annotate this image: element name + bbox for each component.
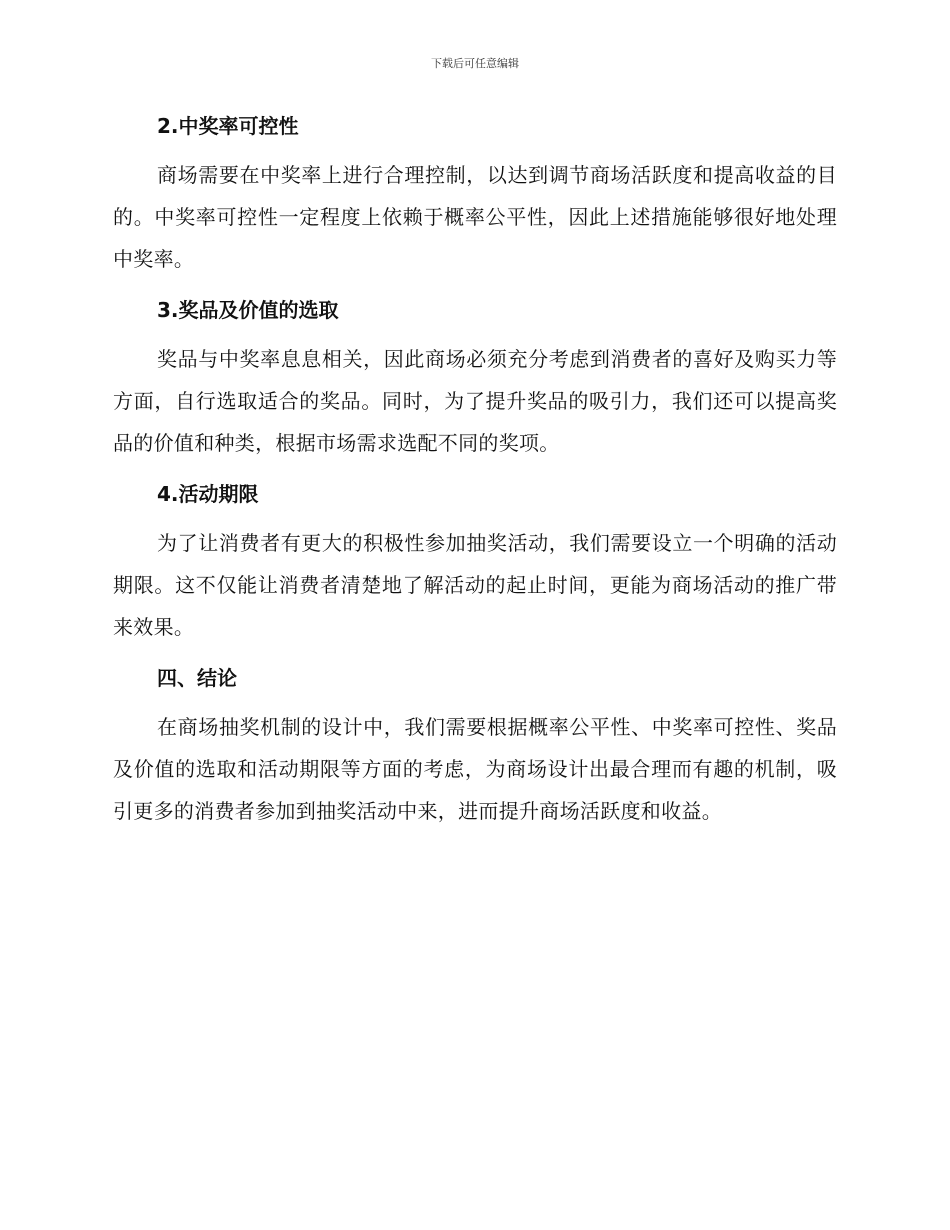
section-heading: 四、结论 <box>157 666 237 690</box>
section-heading: 4.活动期限 <box>157 482 259 506</box>
section-paragraph: 在商场抽奖机制的设计中，我们需要根据概率公平性、中奖率可控性、奖品及价值的选取和活动期限等方面的考虑，为商场设计出最合理而有趣的机制，吸引更多的消费者参加到抽奖活动中来，进而提升商场活跃度和收益。 <box>113 715 837 823</box>
section-paragraph: 奖品与中奖率息息相关，因此商场必须充分考虑到消费者的喜好及购买力等方面，自行选取适合的奖品。同时，为了提升奖品的吸引力，我们还可以提高奖品的价值和种类，根据市场需求选配不同的奖项。 <box>113 347 837 455</box>
section-heading: 3.奖品及价值的选取 <box>157 298 339 322</box>
section-heading: 2.中奖率可控性 <box>157 114 299 138</box>
header-note: 下载后可任意编辑 <box>431 57 519 70</box>
document-body <box>113 108 837 844</box>
section-paragraph: 商场需要在中奖率上进行合理控制，以达到调节商场活跃度和提高收益的目的。中奖率可控性一定程度上依赖于概率公平性，因此上述措施能够很好地处理中奖率。 <box>113 163 837 271</box>
section-paragraph: 为了让消费者有更大的积极性参加抽奖活动，我们需要设立一个明确的活动期限。这不仅能让消费者清楚地了解活动的起止时间，更能为商场活动的推广带来效果。 <box>113 531 837 639</box>
